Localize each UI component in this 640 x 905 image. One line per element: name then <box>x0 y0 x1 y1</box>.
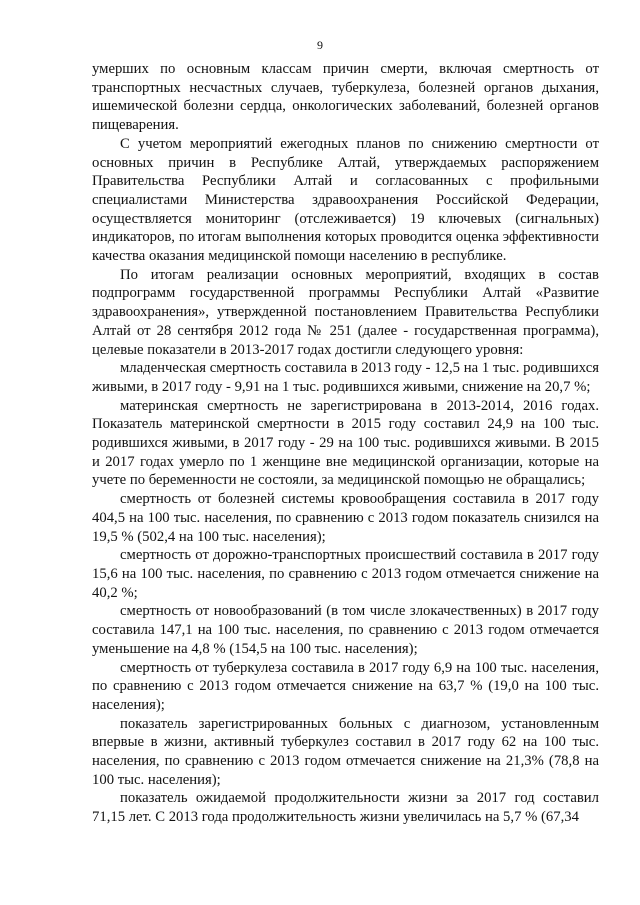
paragraph-monitoring-indicators: С учетом мероприятий ежегодных планов по снижению смертности от основных причин в Республике Алтай, утверждаемых распоряжением Правительства Республики Алтай и согласованных с профильными специалистами Министерства здравоохранения Российской Федерации, осуществляется мониторинг (отслеживается) 19 ключевых (сигнальных) индикаторов, по итогам выполнения которых проводится оценка эффективности качества оказания медицинской помощи населению в республике. <box>92 135 599 265</box>
paragraph-tuberculosis-mortality: смертность от туберкулеза составила в 2017 году 6,9 на 100 тыс. населения, по сравнению с 2013 годом отмечается снижение на 63,7 % (19,0 на 100 тыс. населения); <box>92 659 599 713</box>
paragraph-maternal-mortality: материнская смертность не зарегистрирована в 2013-2014, 2016 годах. Показатель материнской смертности в 2015 году составил 24,9 на 100 тыс. родившихся живыми, в 2017 году - 29 на 100 тыс. родившихся живыми. В 2015 и 2017 годах умерло по 1 женщине вне медицинской организации, которые на учете по беременности не состояли, за медицинской помощью не обращались; <box>92 397 599 489</box>
paragraph-infant-mortality: младенческая смертность составила в 2013 году - 12,5 на 1 тыс. родившихся живыми, в 2017 году - 9,91 на 1 тыс. родившихся живыми, снижение на 20,7 %; <box>92 360 599 395</box>
paragraph-road-accident-mortality: смертность от дорожно-транспортных происшествий составила в 2017 году 15,6 на 100 тыс. населения, по сравнению с 2013 годом отмечается снижение на 40,2 %; <box>92 547 599 601</box>
paragraph-life-expectancy: показатель ожидаемой продолжительности жизни за 2017 год составил 71,15 лет. С 2013 года продолжительность жизни увеличилась на 5,7 % (67,34 <box>92 790 599 826</box>
page-number: 9 <box>317 38 323 52</box>
paragraph-causes-of-death: умерших по основным классам причин смерти, включая смертность от транспортных несчастных случаев, туберкулеза, болезней органов дыхания, ишемической болезни сердца, онкологических заболеваний, болезней органов пищеварения. <box>92 61 599 134</box>
paragraph-program-results: По итогам реализации основных мероприятий, входящих в состав подпрограмм государственной программы Республики Алтай «Развитие здравоохранения», утвержденной постановлением Правительства Республики Алтай от 28 сентября 2012 года № 251 (далее - государственная программа), целевые показатели в 2013-2017 годах достигли следующего уровня: <box>92 266 599 358</box>
document-body <box>92 60 599 827</box>
paragraph-neoplasm-mortality: смертность от новообразований (в том числе злокачественных) в 2017 году составила 147,1 на 100 тыс. населения, по сравнению с 2013 годом отмечается уменьшение на 4,8 % (154,5 на 100 тыс. населения); <box>92 603 599 657</box>
paragraph-circulatory-mortality: смертность от болезней системы кровообращения составила в 2017 году 404,5 на 100 тыс. населения, по сравнению с 2013 годом показатель снизился на 19,5 % (502,4 на 100 тыс. населения); <box>92 491 599 545</box>
paragraph-tuberculosis-incidence: показатель зарегистрированных больных с диагнозом, установленным впервые в жизни, активный туберкулез составил в 2017 году 62 на 100 тыс. населения, по сравнению с 2013 годом отмечается снижение на 21,3% (78,8 на 100 тыс. населения); <box>92 715 599 788</box>
